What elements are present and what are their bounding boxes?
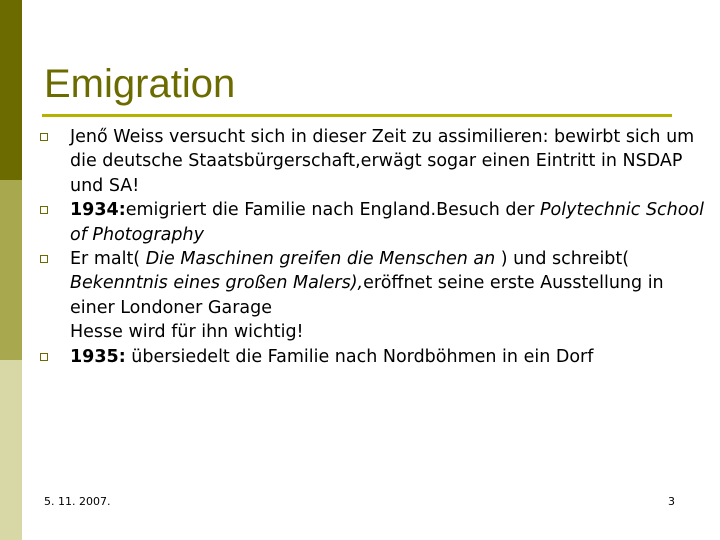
bullet-2-text: emigriert die Familie nach England.Besuch der xyxy=(125,200,540,221)
bullet-2-italic: Polytechnic School of Photography xyxy=(70,200,705,245)
bullet-3-text-c: eröffnet seine erste Ausstellung in einer Londoner Garage xyxy=(70,273,664,318)
sidebar-dark-band xyxy=(0,0,22,180)
bullet-3-book-title: Bekenntnis eines großen Malers), xyxy=(70,273,364,294)
bullet-item-4 xyxy=(40,345,708,369)
bullet-4-text: übersiedelt die Familie nach Nordböhmen in ein Dorf xyxy=(125,346,594,367)
footer-date: 5. 11. 2007. xyxy=(44,495,111,508)
bullet-marker-icon xyxy=(40,133,48,141)
bullet-item-2 xyxy=(40,198,708,247)
bullet-4-year: 1935: xyxy=(70,346,126,367)
slide-title: Emigration xyxy=(44,62,236,106)
bullet-list xyxy=(40,125,708,369)
bullet-2-year: 1934: xyxy=(70,200,126,221)
sidebar-light-band xyxy=(0,360,22,540)
bullet-3-text-a: Er malt( xyxy=(70,249,146,270)
bullet-marker-icon xyxy=(40,353,48,361)
bullet-3-hesse-line: Hesse wird für ihn wichtig! xyxy=(70,322,304,343)
bullet-item-1 xyxy=(40,125,708,198)
bullet-3-painting-title: Die Maschinen greifen die Menschen an xyxy=(145,249,496,270)
bullet-1-text: Jenő Weiss versucht sich in dieser Zeit zu assimilieren: bewirbt sich um die deutsche Staatsbürgerschaft,erwägt sogar einen Eintritt in NSDAP und SA! xyxy=(70,127,695,196)
bullet-marker-icon xyxy=(40,206,48,214)
bullet-3-text-b: ) und schreibt( xyxy=(495,249,630,270)
title-underline xyxy=(42,114,672,117)
bullet-marker-icon xyxy=(40,255,48,263)
sidebar-decoration xyxy=(0,0,22,540)
bullet-item-3 xyxy=(40,247,708,345)
sidebar-mid-band xyxy=(0,180,22,360)
page-number: 3 xyxy=(668,495,675,508)
